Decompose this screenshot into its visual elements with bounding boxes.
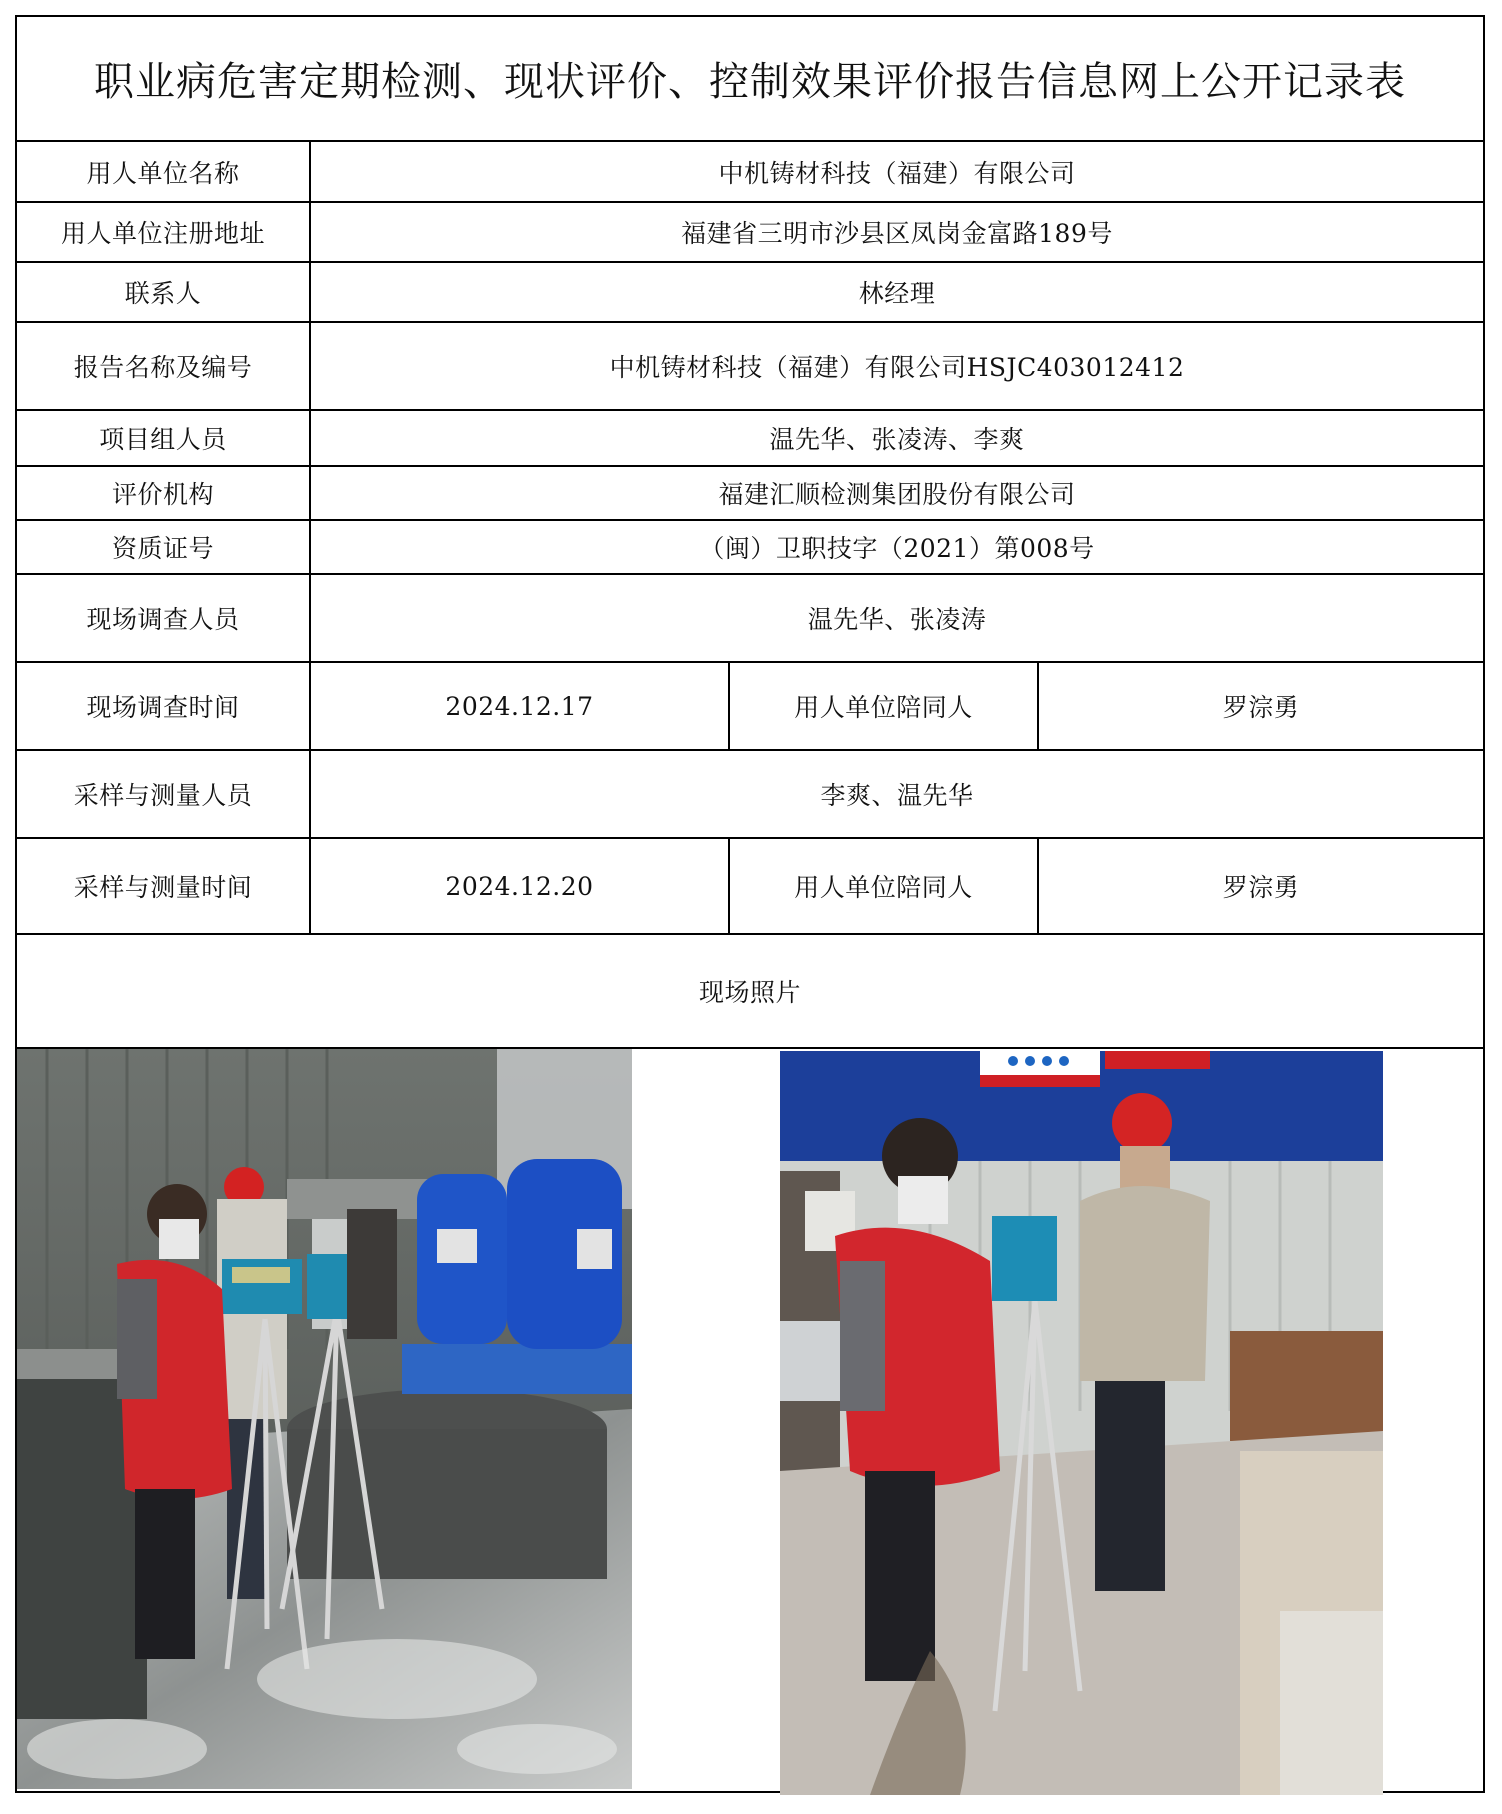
report-name-value: 中机铸材科技（福建）有限公司HSJC403012412	[309, 323, 1483, 409]
evaluation-org-value: 福建汇顺检测集团股份有限公司	[309, 467, 1483, 519]
site-photos-label: 现场照片	[698, 978, 801, 1007]
sampling-time-label: 采样与测量时间	[73, 873, 253, 902]
row-survey-time	[17, 661, 1483, 749]
survey-staff-value: 温先华、张凌涛	[309, 575, 1483, 661]
report-name-label: 报告名称及编号	[73, 353, 253, 382]
employer-address-value: 福建省三明市沙县区凤岗金富路189号	[309, 203, 1483, 261]
survey-companion-label: 用人单位陪同人	[728, 663, 1037, 749]
survey-staff-label: 现场调查人员	[86, 605, 240, 634]
qualification-no-value: （闽）卫职技字（2021）第008号	[309, 521, 1483, 573]
row-survey-staff	[17, 573, 1483, 661]
row-sampling-staff	[17, 749, 1483, 837]
row-contact	[17, 261, 1483, 321]
employer-name-value: 中机铸材科技（福建）有限公司	[309, 142, 1483, 201]
row-qualification-no	[17, 519, 1483, 573]
survey-time-label: 现场调查时间	[86, 693, 240, 722]
page-title: 职业病危害定期检测、现状评价、控制效果评价报告信息网上公开记录表	[94, 59, 1406, 105]
sampling-staff-label: 采样与测量人员	[73, 781, 253, 810]
site-photos-area	[17, 1047, 1483, 1793]
site-photo-2	[780, 1051, 1383, 1795]
site-photo-2-image	[780, 1051, 1383, 1795]
qualification-no-label: 资质证号	[111, 534, 214, 563]
survey-time-value: 2024.12.17	[309, 663, 728, 749]
employer-address-label: 用人单位注册地址	[60, 219, 265, 248]
row-project-team	[17, 409, 1483, 465]
site-photo-1-image	[17, 1049, 632, 1789]
sampling-staff-value: 李爽、温先华	[309, 751, 1483, 837]
sampling-companion-label: 用人单位陪同人	[728, 839, 1037, 933]
row-employer-name	[17, 140, 1483, 201]
title-row	[17, 17, 1483, 140]
row-site-photos-header	[17, 933, 1483, 1047]
sampling-time-value: 2024.12.20	[309, 839, 728, 933]
employer-name-label: 用人单位名称	[86, 158, 240, 188]
project-team-label: 项目组人员	[99, 425, 227, 454]
sampling-companion-value: 罗淙勇	[1037, 839, 1483, 933]
contact-value: 林经理	[309, 263, 1483, 321]
row-sampling-time	[17, 837, 1483, 933]
contact-label: 联系人	[124, 279, 202, 308]
row-report-name	[17, 321, 1483, 409]
project-team-value: 温先华、张凌涛、李爽	[309, 411, 1483, 465]
row-evaluation-org	[17, 465, 1483, 519]
survey-companion-value: 罗淙勇	[1037, 663, 1483, 749]
site-photo-1	[17, 1049, 632, 1789]
row-employer-address	[17, 201, 1483, 261]
disclosure-record-form	[15, 15, 1485, 1793]
evaluation-org-label: 评价机构	[111, 480, 214, 509]
